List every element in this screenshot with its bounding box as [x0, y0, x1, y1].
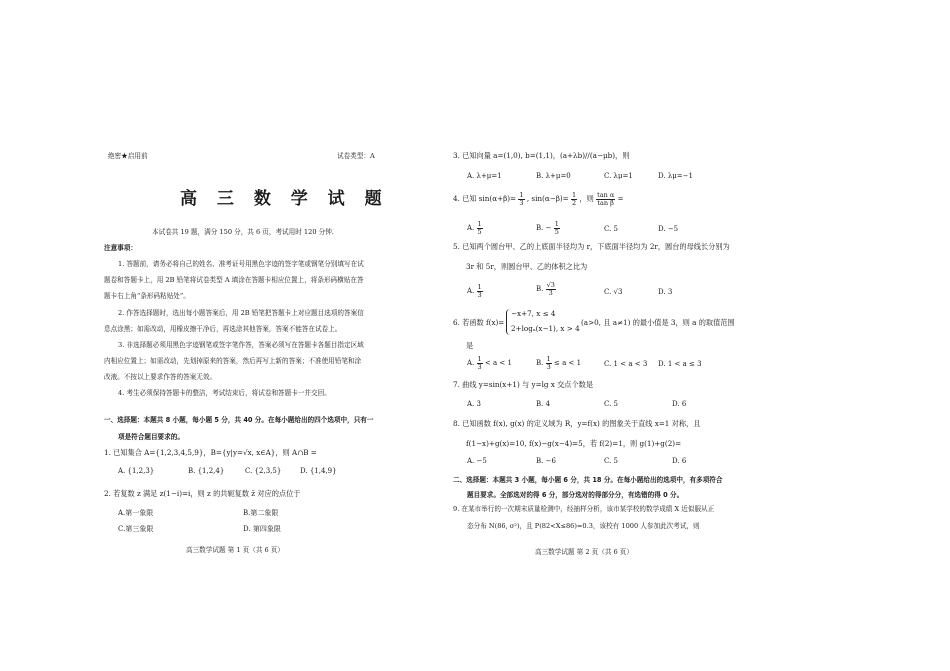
q1-option-c: C. {2,3,5} [245, 467, 282, 475]
question-9-stem-cont: 态分布 N(86, σ²)，且 P(82<X≤86)=0.3，该校有 1000 人参加此次考试，则 [467, 522, 700, 530]
q7-option-b: B. 4 [536, 400, 551, 408]
q7-option-d: D. 6 [672, 400, 687, 408]
section-2-heading: 二、选择题：本题共 3 小题，每小题 6 分，共 18 分。在每小题给出的选项中，有多项符合 [453, 476, 723, 484]
question-1-stem: 1. 已知集合 A={1,2,3,4,5,9}，B={y|y=√x, x∈A}，则 A∩B = [104, 448, 317, 457]
q6-option-c: C. 1 < a < 3 [604, 360, 648, 368]
q5-option-c: C. √3 [604, 288, 623, 296]
page-2-footer: 高三数学试题 第 2 页（共 6 页） [535, 548, 633, 556]
fraction [571, 192, 577, 206]
notice-line: 4. 考生必须保持答题卡的整洁，考试结束后，将试卷和答题卡一并交回。 [118, 389, 331, 397]
denominator: 3 [477, 290, 482, 299]
exam-intro: 本试卷共 19 题，满分 150 分，共 6 页，考试用时 120 分钟. [152, 228, 334, 236]
numerator: 1 [546, 355, 551, 363]
option-label: A. [467, 287, 475, 295]
numerator: 1 [477, 283, 482, 291]
numerator: √3 [546, 281, 555, 289]
notice-line: 2. 作答选择题时，选出每小题答案后，用 2B 铅笔把答题卡上对应题目选项的答案信 [118, 309, 364, 317]
confidential-label: 绝密★启用前 [108, 152, 148, 160]
fraction [546, 282, 556, 296]
fraction [596, 192, 615, 206]
q6-option-d: D. 1 < a ≤ 3 [658, 360, 702, 368]
q2-option-c: C.第三象限 [118, 525, 154, 533]
q8-option-c: C. 5 [604, 457, 619, 465]
q4-option-a [467, 221, 483, 235]
notice-line: 息点涂黑；如需改动，用橡皮擦干净后，再选涂其他答案，答案不能答在试卷上。 [104, 325, 342, 333]
option-label: A. [467, 224, 475, 232]
exam-page-2 [440, 0, 950, 671]
numerator: 1 [477, 355, 482, 363]
question-9-stem: 9. 在某市举行的一次期末质量检测中，经抽样分析，该市某学校的数学成绩 X 近似服从正 [453, 505, 715, 513]
option-text: < a < 1 [484, 359, 512, 367]
question-5-stem-cont: 3r 和 5r，则圆台甲、乙的体积之比为 [466, 262, 588, 271]
denominator: tan β [597, 198, 614, 207]
q3-option-b: B. λ+μ=0 [536, 172, 571, 180]
question-5-stem: 5. 已知两个圆台甲、乙的上底面半径均为 r，下底面半径均为 2r，圆台的母线长分别为 [453, 242, 730, 251]
q3-option-a: A. λ+μ=1 [467, 172, 502, 180]
q4-option-d: D. −5 [658, 225, 679, 233]
option-label: B. − [536, 224, 552, 232]
q1-option-a: A. {1,2,3} [118, 467, 155, 475]
question-6-stem: 6. 若函数 f(x)= [453, 318, 505, 327]
q8-option-a: A. −5 [467, 457, 487, 465]
q3-option-d: D. λμ=−1 [658, 172, 693, 180]
q4-text: 4. 已知 sin(α+β)= [453, 194, 517, 203]
q2-option-a: A.第一象限 [118, 509, 154, 517]
q8-option-b: B. −6 [536, 457, 556, 465]
denominator: 5 [554, 227, 559, 236]
piecewise-case-1: −x+7, x ≤ 4 [511, 309, 556, 318]
fraction [477, 356, 483, 370]
numerator: 1 [571, 191, 577, 199]
fraction [477, 284, 483, 298]
question-8-stem: 8. 已知函数 f(x), g(x) 的定义域为 R，y=f(x) 的图象关于直线 x=1 对称，且 [453, 419, 701, 428]
notice-line: 内相应位置上；如需改动，先划掉原来的答案，然后再写上新的答案；不准使用铅笔和涂 [104, 357, 362, 365]
question-3-stem: 3. 已知向量 a=(1,0), b=(1,1)，(a+λb)//(a−μb)，则 [453, 151, 630, 160]
denominator: 3 [519, 198, 524, 207]
question-6-stem-cont: 是 [466, 341, 474, 350]
q4-text: , sin(α−β)= [526, 194, 569, 203]
section-2-heading-cont: 题目要求。全部选对的得 6 分，部分选对的得部分分，有选错的得 0 分。 [467, 491, 684, 499]
q4-option-b [536, 221, 560, 235]
piecewise-case-2: 2+logₐ(x−1), x > 4 [511, 324, 580, 333]
q7-option-a: A. 3 [467, 400, 481, 408]
q5-option-a [467, 284, 483, 298]
page-1-footer: 高三数学试题 第 1 页（共 6 页） [186, 546, 284, 554]
q2-option-b: B.第二象限 [243, 509, 279, 517]
option-label: A. [467, 359, 475, 367]
numerator: 1 [554, 220, 559, 228]
notice-heading: 注意事项： [104, 244, 137, 252]
denominator: 3 [546, 362, 551, 371]
section-1-heading-cont: 项是符合题目要求的。 [118, 433, 184, 441]
numerator: 1 [519, 191, 524, 199]
question-7-stem: 7. 曲线 y=sin(x+1) 与 y=lg x 交点个数是 [453, 380, 594, 389]
question-6-stem-suffix: (a>0, 且 a≠1) 的最小值是 3，则 a 的取值范围 [581, 318, 735, 327]
question-4-stem [453, 192, 624, 206]
q1-option-d: D. {1,4,9} [300, 467, 337, 475]
notice-line: 题卷和答题卡上，用 2B 铅笔将试卷类型 A 填涂在答题卡相应位置上，将条形码横贴在答 [104, 276, 364, 284]
paper-type-label: 试卷类型：A [337, 152, 375, 160]
q6-option-b [536, 356, 581, 370]
q4-text: ，则 [579, 194, 594, 203]
fraction [554, 221, 560, 235]
fraction [546, 356, 552, 370]
option-text: ≤ a < 1 [553, 359, 582, 367]
fraction [477, 221, 483, 235]
notice-line: 3. 非选择题必须用黑色字迹钢笔或签字笔作答，答案必须写在答题卡各题目指定区域 [118, 341, 364, 349]
notice-line: 1. 答题前，请务必将自己的姓名、准考证号用黑色字迹的签字笔或钢笔分别填写在试 [118, 260, 364, 268]
numerator: tan α [597, 191, 615, 199]
exam-page-1 [0, 0, 440, 671]
q5-option-b [536, 282, 556, 296]
notice-line: 改液。不按以上要求作答的答案无效。 [104, 373, 217, 381]
numerator: 1 [477, 220, 482, 228]
denominator: 3 [548, 288, 553, 297]
exam-title: 高 三 数 学 试 题 [180, 189, 389, 209]
q3-option-c: C. λμ=1 [604, 172, 633, 180]
q4-text: = [617, 194, 624, 203]
denominator: 3 [477, 362, 482, 371]
piecewise-brace [506, 309, 510, 335]
q1-option-b: B. {1,2,4} [188, 467, 225, 475]
question-2-stem: 2. 若复数 z 满足 z(1−i)=i，则 z 的共轭复数 z̄ 对应的点位于 [104, 489, 301, 498]
q6-option-a [467, 356, 512, 370]
question-8-stem-cont: f(1−x)+g(x)=10, f(x)−g(x−4)=5，若 f(2)=1，则 g(1)+g(2)= [466, 439, 682, 448]
q7-option-c: C. 5 [604, 400, 619, 408]
denominator: 2 [571, 198, 577, 207]
fraction [518, 192, 524, 206]
option-label: B. [536, 285, 544, 293]
q8-option-d: D. 6 [672, 457, 687, 465]
notice-line: 题卡右上角“条形码粘贴处”。 [104, 292, 190, 300]
denominator: 5 [477, 227, 482, 236]
section-1-heading: 一、选择题：本题共 8 小题，每小题 5 分，共 40 分。在每小题给出的四个选项中，只有一 [104, 416, 374, 424]
q4-option-c: C. 5 [604, 225, 619, 233]
q2-option-d: D. 第四象限 [243, 525, 281, 533]
option-label: B. [536, 359, 544, 367]
q5-option-d: D. 3 [658, 288, 673, 296]
